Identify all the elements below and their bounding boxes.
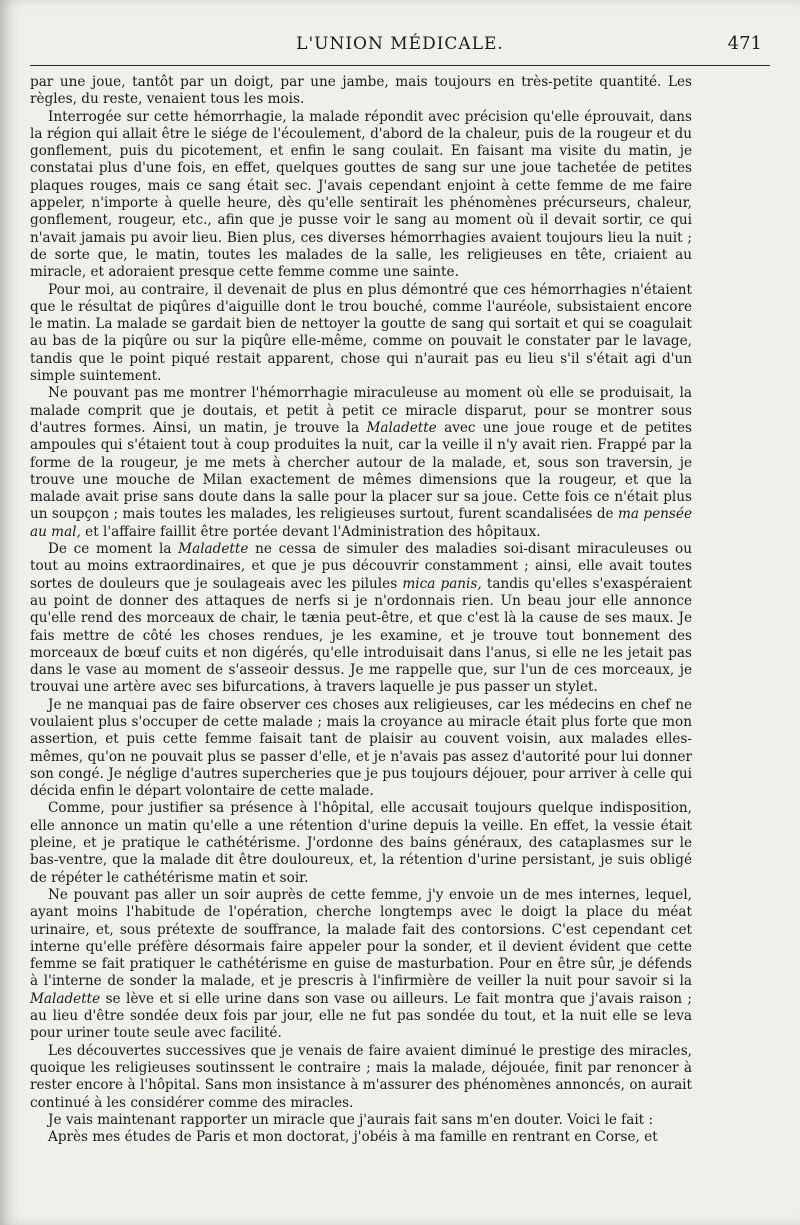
paragraph-3: Pour moi, au contraire, il devenait de plus en plus démontré que ces hémorrhagies n'étaient que le résultat de piqûres d'aiguille dont le trou bouché, comme l'auréole, subsistaient encore le matin. La malade se gardait bien de nettoyer la goutte de sang qui sortait et qui se coagulait au bas de la piqûre ou sur la piqûre elle-même, comme on pouvait le constater par le lavage, tandis que le point piqué restait apparent, chose qui n'aurait pas eu lieu s'il s'était agi d'un simple suintement.	[30, 281, 692, 385]
header-rule	[30, 65, 770, 66]
paragraph-4-text-a: Ne pouvant pas me montrer l'hémorrhagie miraculeuse au moment où elle se produisait, la malade comprit que je doutais, et petit à petit ce miracle disparut, pour se montrer sous d'autres formes. Ainsi, un matin, je trouve la	[30, 385, 692, 436]
page-header	[30, 30, 770, 60]
paragraph-8-text-a: Ne pouvant pas aller un soir auprès de cette femme, j'y envoie un de mes internes, lequel, ayant moins l'habitude de l'opération, cherche longtemps avec le doigt la place du méat urinaire, et, sous prétexte de souffrance, la malade fait des contorsions. C'est cependant cet interne qu'elle préfère désormais faire appeler pour la sonder, et il devient évident que cette femme se fait pratiquer le cathétérisme en guise de masturbation. Pour en être sûr, je défends à l'interne de sonder la malade, et je prescris à l'infirmière de veiller la nuit pour savoir si la	[30, 886, 692, 990]
paragraph-1: par une joue, tantôt par un doigt, par une jambe, mais toujours en très-petite quantité. Les règles, du reste, venaient tous les mois.	[30, 74, 692, 108]
paragraph-4-italic-a: Maladette	[366, 419, 437, 436]
article-body	[30, 74, 692, 1146]
paragraph-2: Interrogée sur cette hémorrhagie, la malade répondit avec précision qu'elle éprouvait, dans la région qui allait être le siége de l'écoulement, d'abord de la chaleur, puis de la rougeur et du gonflement, puis du picotement, et enfin le sang coulait. En faisant ma visite du matin, je constatai plus d'une fois, en effet, quelques gouttes de sang sur une joue tachetée de petites plaques rouges, mais ce sang était sec. J'avais cependant enjoint à cette femme de me faire appeler, n'importe à quelle heure, dès qu'elle sentirait les phénomènes précurseurs, chaleur, gonflement, rougeur, etc., afin que je pusse voir le sang au moment où il devait sortir, ce qui n'avait jamais pu avoir lieu. Bien plus, ces diverses hémorrhagies avaient toujours lieu la nuit ; de sorte que, le matin, toutes les malades de la salle, les religieuses en tête, criaient au miracle, et adoraient presque cette femme comme une sainte.	[30, 108, 692, 281]
paragraph-7: Comme, pour justifier sa présence à l'hôpital, elle accusait toujours quelque indisposition, elle annonce un matin qu'elle a une rétention d'urine depuis la veille. En effet, la vessie était pleine, et je pratique le cathétérisme. J'ordonne des bains généraux, des cataplasmes sur le bas-ventre, que la malade dit être douloureux, et, la rétention d'urine persistant, je suis obligé de répéter le cathétérisme matin et soir.	[30, 800, 692, 886]
paragraph-5-italic-a: Maladette	[178, 541, 249, 558]
page-number: 471	[727, 33, 762, 54]
paragraph-4-italic-b: ma pensée au mal,	[30, 506, 692, 540]
paragraph-4-text-b: avec une joue rouge et de petites ampoules qui s'étaient tout à coup produites la nuit, car la veille il n'y avait rien. Frappé par la forme de la rougeur, je me mets à chercher autour de la malade, et, sous son traversin, je trouve une mouche de Milan exactement de mêmes dimensions que la rougeur, et que la malade avait prise sans doute dans la salle pour la placer sur sa joue. Cette fois ce n'était plus un soupçon ; mais toutes les malades, les religieuses surtout, furent scandalisées de	[30, 419, 693, 523]
paragraph-8-italic-a: Maladette	[30, 990, 101, 1007]
paragraph-8	[30, 887, 692, 1043]
paragraph-4	[30, 385, 692, 541]
paragraph-5	[30, 541, 692, 697]
paragraph-4-text-c: et l'affaire faillit être portée devant l'Administration des hôpitaux.	[80, 523, 541, 540]
paragraph-8-text-b: se lève et si elle urine dans son vase ou ailleurs. Le fait montra que j'avais raison ; au lieu d'être sondée deux fois par jour, elle ne fut pas sondée du tout, et la nuit elle se leva pour uriner toute seule avec facilité.	[30, 990, 692, 1042]
paragraph-6: Je ne manquai pas de faire observer ces choses aux religieuses, car les médecins en chef ne voulaient plus s'occuper de cette malade ; mais la croyance au miracle était plus forte que mon assertion, et puis cette femme faisait tant de plaisir au couvent voisin, aux malades elles-mêmes, qu'on ne pouvait plus se passer d'elle, et je n'avais pas assez d'autorité pour lui donner son congé. Je néglige d'autres supercheries que je pus toujours déjouer, pour arriver à celle qui décida enfin le départ volontaire de cette malade.	[30, 696, 692, 800]
paragraph-5-text-a: De ce moment la	[48, 541, 179, 558]
paragraph-5-italic-b: mica panis,	[402, 575, 482, 592]
paragraph-11: Après mes études de Paris et mon doctorat, j'obéis à ma famille en rentrant en Corse, et	[48, 1129, 658, 1146]
paragraph-5-text-c: tandis qu'elles s'exaspéraient au point de donner des attaques de nerfs si je n'ordonnais rien. Un beau jour elle annonce qu'elle rend des morceaux de chair, le tænia peut-être, et que c'est là la cause de ses maux. Je fais mettre de côté les choses rendues, je les examine, et je trouve tout bonnement des morceaux de bœuf cuits et non digérés, qu'elle introduisait dans l'anus, si elle ne les jetait pas dans le vase au moment de s'asseoir dessus. Je me rappelle que, sur l'un de ces morceaux, je trouvai une artère avec ses bifurcations, à travers laquelle je pus passer un stylet.	[30, 575, 692, 696]
running-title: L'UNION MÉDICALE.	[296, 34, 504, 54]
paragraph-5-text-b: ne cessa de simuler des maladies soi-disant miraculeuses ou tout au moins extraordinaires, et que je pus découvrir constamment ; ainsi, elle avait toutes sortes de douleurs que je soulageais avec les pilules	[30, 541, 692, 592]
paragraph-10: Je vais maintenant rapporter un miracle que j'aurais fait sans m'en douter. Voici le fait :	[48, 1111, 654, 1128]
paragraph-9: Les découvertes successives que je venais de faire avaient diminué le prestige des miracles, quoique les religieuses soutinssent le contraire ; mais la malade, déjouée, finit par renoncer à rester encore à l'hôpital. Sans mon insistance à m'assurer des phénomènes annoncés, on aurait continué à les considérer comme des miracles.	[30, 1042, 692, 1111]
